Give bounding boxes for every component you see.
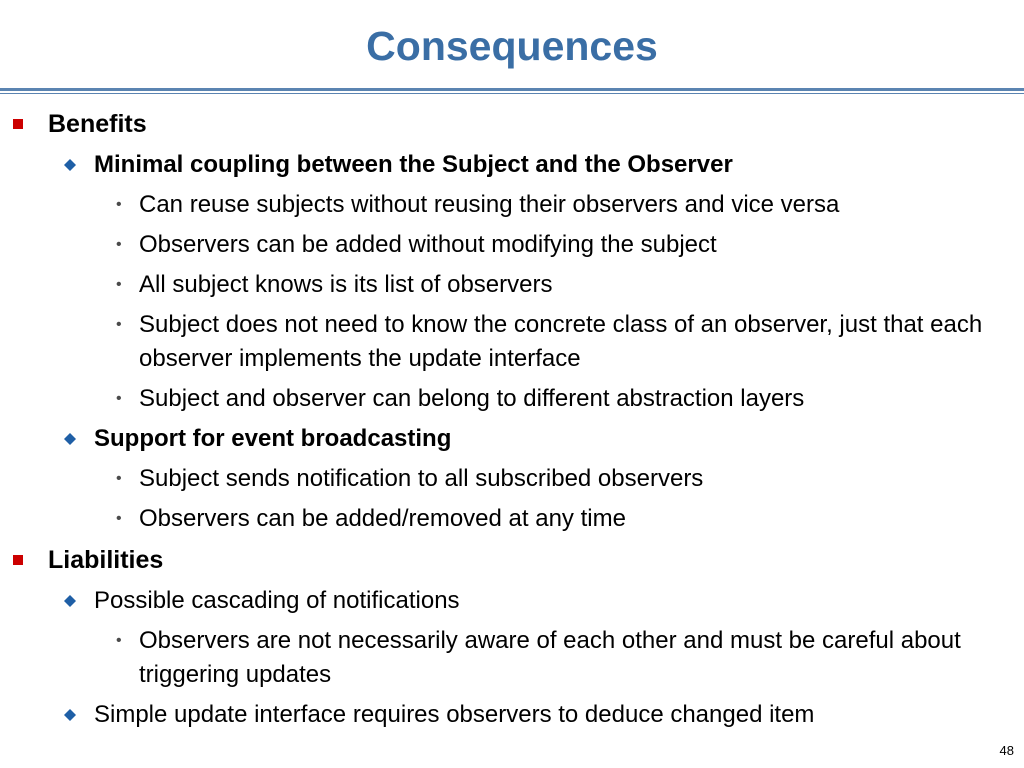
blue-diamond-icon: [62, 148, 94, 182]
red-square-icon: [12, 106, 48, 142]
blue-diamond-icon: [62, 698, 94, 732]
bullet-text: Subject does not need to know the concrete class of an observer, just that each observer implements the update interface: [139, 311, 983, 372]
slide-title: Consequences: [366, 23, 658, 69]
bullet-item-level-2: [0, 422, 1024, 456]
bullet-text: Minimal coupling between the Subject and the Observer: [94, 151, 733, 178]
bullet-text: Simple update interface requires observers to deduce changed item: [94, 701, 815, 728]
blue-diamond-icon: [62, 584, 94, 618]
dot-icon: •: [116, 236, 122, 253]
bullet-item-level-3: [0, 624, 1024, 692]
bullet-item-level-2: [0, 148, 1024, 182]
dot-icon: •: [116, 632, 122, 649]
dot-icon: •: [116, 390, 122, 407]
bullet-text: All subject knows is its list of observers: [139, 271, 553, 298]
bullet-list: [0, 106, 1024, 738]
dot-icon: •: [116, 470, 122, 487]
dot-icon: •: [116, 316, 122, 333]
dot-icon: •: [116, 196, 122, 213]
page-number: 48: [999, 743, 1014, 758]
bullet-text: Support for event broadcasting: [94, 425, 452, 452]
bullet-text: Benefits: [48, 110, 147, 138]
blue-diamond-icon: [62, 422, 94, 456]
bullet-text: Subject sends notification to all subscribed observers: [139, 465, 704, 492]
bullet-text: Observers can be added without modifying the subject: [139, 231, 717, 258]
bullet-text: Observers are not necessarily aware of each other and must be careful about triggering updates: [139, 627, 961, 688]
title-rule-thin: [0, 93, 1024, 94]
bullet-text: Observers can be added/removed at any time: [139, 505, 626, 532]
bullet-item-level-3: [0, 188, 1024, 222]
bullet-item-level-2: [0, 698, 1024, 732]
bullet-text: Possible cascading of notifications: [94, 587, 460, 614]
bullet-item-level-3: [0, 502, 1024, 536]
title-rule: [0, 88, 1024, 91]
bullet-item-level-1: [0, 542, 1024, 578]
bullet-item-level-3: [0, 382, 1024, 416]
bullet-item-level-3: [0, 308, 1024, 376]
bullet-item-level-3: [0, 268, 1024, 302]
dot-icon: •: [116, 510, 122, 527]
bullet-item-level-3: [0, 228, 1024, 262]
bullet-text: Can reuse subjects without reusing their observers and vice versa: [139, 191, 840, 218]
bullet-text: Subject and observer can belong to different abstraction layers: [139, 385, 805, 412]
bullet-item-level-1: [0, 106, 1024, 142]
bullet-item-level-2: [0, 584, 1024, 618]
dot-icon: •: [116, 276, 122, 293]
bullet-text: Liabilities: [48, 546, 164, 574]
bullet-item-level-3: [0, 462, 1024, 496]
red-square-icon: [12, 542, 48, 578]
